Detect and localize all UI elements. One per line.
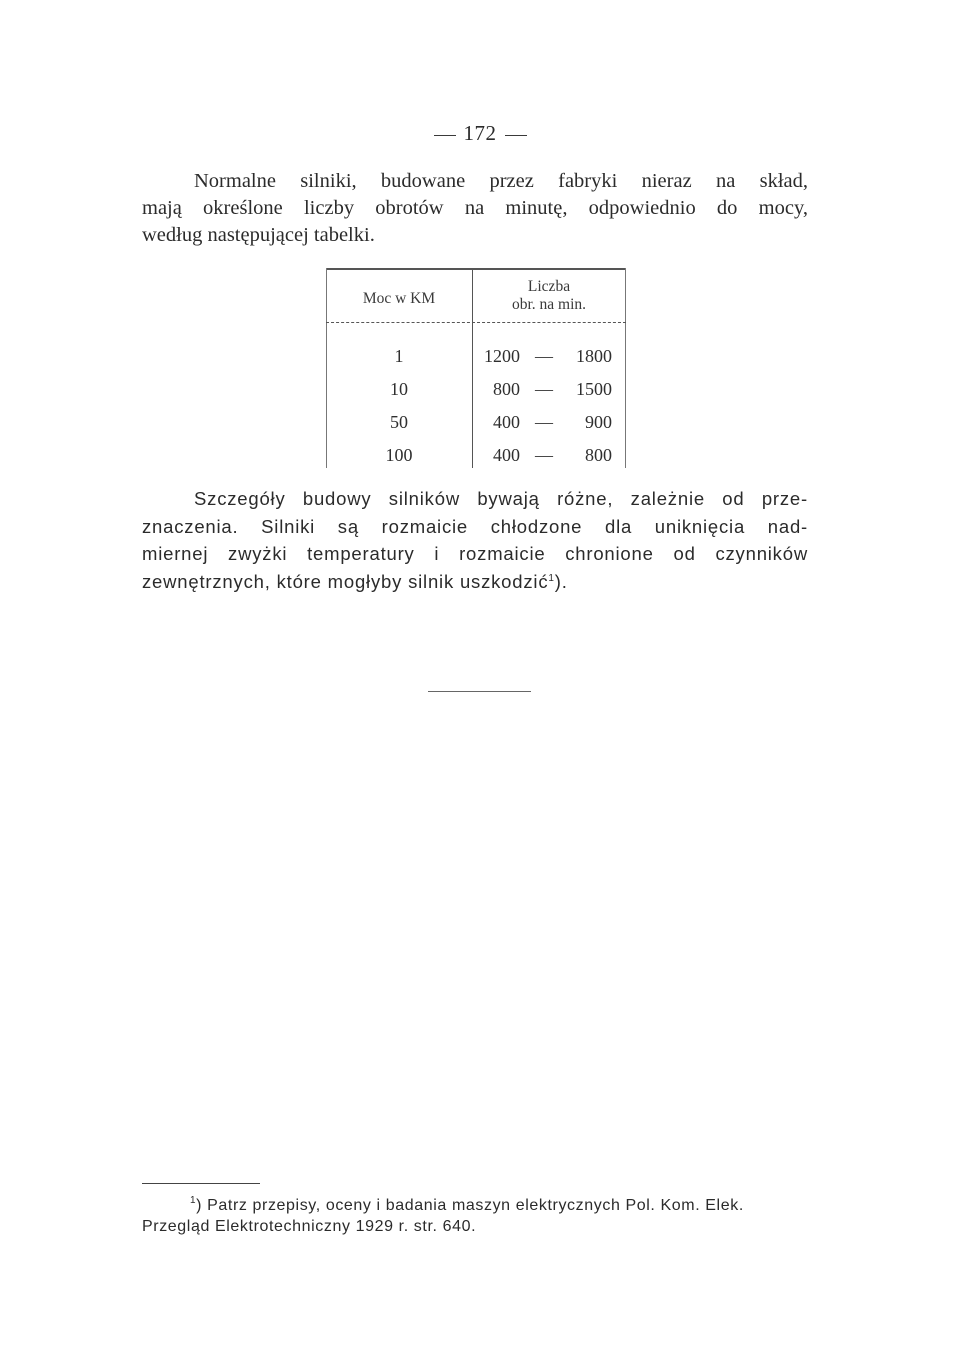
table-top-rule xyxy=(326,268,626,270)
rpm-separator: — xyxy=(535,445,553,465)
rpm-to: 1800 xyxy=(576,346,612,366)
intro-paragraph xyxy=(142,168,808,249)
rpm-from: 400 xyxy=(493,445,520,465)
intro-line: według następującej tabelki. xyxy=(142,224,375,246)
body-closing: ). xyxy=(554,570,568,592)
intro-line: Normalne silniki, budowane przez fabryki nieraz na skład, xyxy=(194,170,808,192)
header-power: Moc w KM xyxy=(362,290,436,307)
header-rpm-line1: Liczba xyxy=(527,278,571,295)
dash-left xyxy=(434,135,456,136)
table-cell-power: 50 xyxy=(390,412,408,432)
page-number xyxy=(0,121,960,146)
table-header-rule xyxy=(326,322,626,323)
rpm-table xyxy=(326,268,626,470)
body-line: zewnętrznych, które mogłyby silnik uszkodzić xyxy=(142,570,549,592)
table-cell-power: 100 xyxy=(385,445,413,465)
footnote-line xyxy=(142,1195,808,1216)
footnote-line: Przegląd Elektrotechniczny 1929 r. str. 640. xyxy=(142,1218,477,1235)
footnote-text: ) Patrz przepisy, oceny i badania maszyn elektrycznych Pol. Kom. Elek. xyxy=(196,1197,744,1214)
table-cell-power: 10 xyxy=(390,379,408,399)
intro-line: mają określone liczby obrotów na minutę, odpowiednio do mocy, xyxy=(142,197,808,219)
body-line-last xyxy=(142,568,808,596)
footnote xyxy=(142,1195,808,1237)
rpm-from: 800 xyxy=(493,379,520,399)
rpm-from: 1200 xyxy=(484,346,520,366)
dash-right xyxy=(505,135,527,136)
footnote-mark: 1 xyxy=(190,1195,197,1206)
rpm-to: 900 xyxy=(585,412,612,432)
rpm-separator: — xyxy=(535,379,553,399)
header-rpm-line2: obr. na min. xyxy=(511,296,587,313)
body-line: Szczegóły budowy silników bywają różne, zależnie od prze- xyxy=(194,488,808,509)
footnote-divider xyxy=(142,1183,260,1184)
table-cell-rpm xyxy=(478,379,624,399)
rpm-separator: — xyxy=(535,412,553,432)
header-rpm xyxy=(472,278,626,314)
section-divider xyxy=(428,691,531,692)
table-cell-rpm xyxy=(478,346,624,366)
footnote-reference: 1 xyxy=(548,572,555,584)
rpm-to: 800 xyxy=(585,445,612,465)
body-line: znaczenia. Silniki są rozmaicie chłodzone dla uniknięcia nad- xyxy=(142,515,808,537)
table-cell-power: 1 xyxy=(394,346,404,366)
page-number-value: 172 xyxy=(463,121,497,145)
body-line: miernej zwyżki temperatury i rozmaicie chronione od czynników xyxy=(142,543,808,564)
table-cell-rpm xyxy=(478,445,624,465)
rpm-separator: — xyxy=(535,346,553,366)
rpm-to: 1500 xyxy=(576,379,612,399)
rpm-from: 400 xyxy=(493,412,520,432)
table-cell-rpm xyxy=(478,412,624,432)
body-paragraph xyxy=(142,485,808,595)
